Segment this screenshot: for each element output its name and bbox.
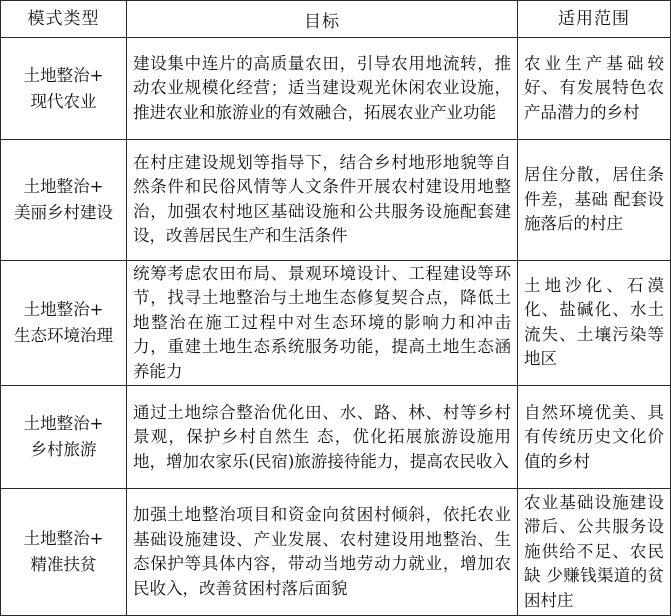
scope-cell: 农业生产基础较好、有发展特色农产品潜力的乡村: [518, 38, 671, 140]
table-header: [1, 1, 671, 38]
scope-cell: 自然环境优美、具有传统历史文化价值的乡村: [518, 386, 671, 489]
scope-cell: 土地沙化、石漠化、盐碱化、水土流失、土壤污染等地区: [518, 260, 671, 386]
goal-cell: 建设集中连片的高质量农田，引导农用地流转，推动农业规模化经营；适当建设观光休闲农业设施，推进农业和旅游业的有效融合，拓展农业产业功能: [127, 38, 518, 140]
scope-cell: 居住分散，居住条件差，基础 配套设施落后的村庄: [518, 140, 671, 260]
table-row: [1, 386, 671, 489]
mode-line: 土地整治+: [23, 414, 104, 434]
table-row: [1, 260, 671, 386]
mode-line: 乡村旅游: [30, 440, 97, 460]
header-scope: 适用范围: [518, 1, 671, 38]
scope-cell: 农业基础设施建设滞后、公共服务设施供给不足、农民缺 少赚钱渠道的贫困村庄: [518, 489, 671, 616]
table-row: [1, 140, 671, 260]
table-body: [1, 38, 671, 616]
mode-line: 土地整治+: [23, 176, 104, 196]
mode-line: 现代农业: [30, 91, 97, 111]
mode-line: 土地整治+: [23, 299, 104, 319]
mode-line: 土地整治+: [23, 529, 104, 549]
header-goal: 目标: [127, 1, 518, 38]
header-row: [1, 1, 671, 38]
mode-line: 生态环境治理: [14, 325, 113, 345]
goal-cell: 加强土地整治项目和资金向贫困村倾斜，依托农业基础设施建设、产业发展、农村建设用地整治、生态保护等具体内容，带动当地劳动力就业，增加农民收入，改善贫困村落后面貌: [127, 489, 518, 616]
table-row: [1, 38, 671, 140]
goal-cell: 统筹考虑农田布局、景观环境设计、工程建设等环节，找寻土地整治与土地生态修复契合点，降低土地整治在施工过程中对生态环境的影响力和冲击力，重建土地生态系统服务功能，提高土地生态涵养能力: [127, 260, 518, 386]
header-mode-type: 模式类型: [1, 1, 127, 38]
mode-cell: [1, 489, 127, 616]
mode-cell: [1, 140, 127, 260]
mode-line: 土地整治+: [23, 65, 104, 85]
mode-line: 精准扶贫: [30, 555, 97, 575]
mode-line: 美丽乡村建设: [14, 202, 113, 222]
mode-cell: [1, 260, 127, 386]
table-row: [1, 489, 671, 616]
goal-cell: 在村庄建设规划等指导下，结合乡村地形地貌等自然条件和民俗风情等人文条件开展农村建设用地整治，加强农村地区基础设施和公共服务设施配套建设，改善居民生产和生活条件: [127, 140, 518, 260]
mode-cell: [1, 38, 127, 140]
mode-cell: [1, 386, 127, 489]
goal-cell: 通过土地综合整治优化田、水、路、林、村等乡村景观，保护乡村自然生 态，优化拓展旅游设施用地，增加农家乐(民宿)旅游接待能力，提高农民收入: [127, 386, 518, 489]
